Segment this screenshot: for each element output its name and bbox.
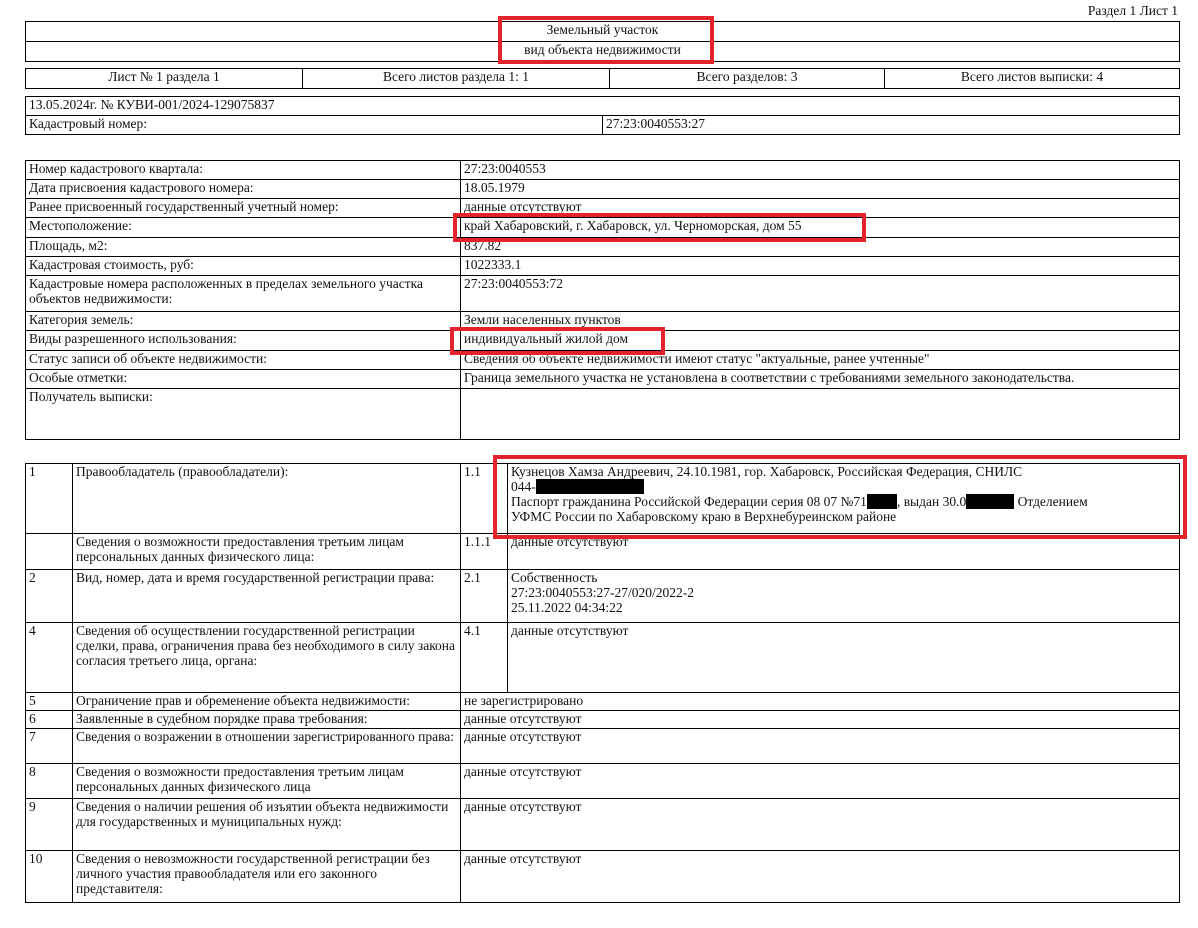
- row-label: Сведения о возможности предоставления третьим лицам персональных данных физического лица:: [73, 534, 461, 570]
- redaction-block: [867, 494, 897, 509]
- row-label: Сведения о возражении в отношении зарегистрированного права:: [73, 729, 461, 764]
- section-sheet-label: Раздел 1 Лист 1: [1087, 3, 1178, 18]
- row-subnumber: 4.1: [461, 623, 508, 693]
- sections-total: Всего разделов: 3: [610, 69, 885, 89]
- row-value: данные отсутствуют: [461, 851, 1180, 903]
- issuer-line: УФМС России по Хабаровскому краю в Верхнебуреинском районе: [511, 509, 897, 524]
- row-label: Сведения о наличии решения об изъятии объекта недвижимости для государственных и муниципальных нужд:: [73, 799, 461, 851]
- row-value: данные отсутствуют: [461, 764, 1180, 799]
- rights-table: [25, 463, 1180, 903]
- row-label: Сведения об осуществлении государственной регистрации сделки, права, ограничения права без необходимого в силу закона согласия третьего лица, органа:: [73, 623, 461, 693]
- info-value: Земли населенных пунктов: [461, 312, 1180, 331]
- info-label: Статус записи об объекте недвижимости:: [26, 351, 461, 370]
- row-number: 4: [26, 623, 73, 693]
- row-number: 8: [26, 764, 73, 799]
- info-value: [461, 389, 1180, 440]
- doc-id-table: [25, 96, 1180, 135]
- row-label: Заявленные в судебном порядке права требования:: [73, 711, 461, 729]
- info-label: Номер кадастрового квартала:: [26, 161, 461, 180]
- row-label: Вид, номер, дата и время государственной регистрации права:: [73, 570, 461, 623]
- info-label: Местоположение:: [26, 218, 461, 238]
- registration-number: 27:23:0040553:27-27/020/2022-2: [511, 585, 694, 600]
- cad-number-label: Кадастровый номер:: [26, 116, 603, 135]
- row-number: 2: [26, 570, 73, 623]
- info-value: Сведения об объекте недвижимости имеют статус "актуальные, ранее учтенные": [461, 351, 1180, 370]
- right-type: Собственность: [511, 570, 598, 585]
- cad-number-value: 27:23:0040553:27: [603, 116, 1180, 135]
- info-label: Ранее присвоенный государственный учетный номер:: [26, 199, 461, 218]
- info-label: Кадастровые номера расположенных в пределах земельного участка объектов недвижимости:: [26, 276, 461, 312]
- row-value: данные отсутствуют: [508, 623, 1180, 693]
- row-number: [26, 534, 73, 570]
- object-kind: вид объекта недвижимости: [26, 42, 1180, 62]
- row-label: Сведения о невозможности государственной регистрации без личного участия правообладателя или его законного представителя:: [73, 851, 461, 903]
- registration-datetime: 25.11.2022 04:34:22: [511, 600, 623, 615]
- object-header-table: [25, 21, 1180, 62]
- summary-table: [25, 68, 1180, 89]
- row-value: данные отсутствуют: [461, 729, 1180, 764]
- row-number: 7: [26, 729, 73, 764]
- passport-line: Паспорт гражданина Российской Федерации серия 08 07 №71 , выдан 30.0 Отделением: [511, 494, 1088, 509]
- row-value: данные отсутствуют: [461, 711, 1180, 729]
- info-value: данные отсутствуют: [461, 199, 1180, 218]
- row-label: Правообладатель (правообладатели):: [73, 464, 461, 534]
- row-number: 1: [26, 464, 73, 534]
- row-value: не зарегистрировано: [461, 693, 1180, 711]
- sheet-number: Лист № 1 раздела 1: [26, 69, 303, 89]
- section-sheets-total: Всего листов раздела 1: 1: [303, 69, 610, 89]
- object-info-table: [25, 160, 1180, 440]
- info-value: 1022333.1: [461, 257, 1180, 276]
- doc-date-number: 13.05.2024г. № КУВИ-001/2024-129075837: [26, 97, 1180, 116]
- row-label: Сведения о возможности предоставления третьим лицам персональных данных физического лица: [73, 764, 461, 799]
- info-label: Виды разрешенного использования:: [26, 331, 461, 351]
- info-label: Категория земель:: [26, 312, 461, 331]
- info-label: Площадь, м2:: [26, 238, 461, 257]
- info-value: Граница земельного участка не установлена в соответствии с требованиями земельного законодательства.: [461, 370, 1180, 389]
- extract-sheets-total: Всего листов выписки: 4: [885, 69, 1180, 89]
- location-value: край Хабаровский, г. Хабаровск, ул. Черноморская, дом 55: [461, 218, 1180, 238]
- row-number: 10: [26, 851, 73, 903]
- row-value: данные отсутствуют: [461, 799, 1180, 851]
- info-value: 27:23:0040553:72: [461, 276, 1180, 312]
- snils-line: 044-: [511, 479, 1176, 494]
- permitted-use-value: индивидуальный жилой дом: [461, 331, 1180, 351]
- row-label: Ограничение прав и обременение объекта недвижимости:: [73, 693, 461, 711]
- row-subnumber: 1.1.1: [461, 534, 508, 570]
- info-value: 18.05.1979: [461, 180, 1180, 199]
- row-value: данные отсутствуют: [508, 534, 1180, 570]
- rightholder-name: Кузнецов Хамза Андреевич, 24.10.1981, гор. Хабаровск, Российская Федерация, СНИЛС: [511, 464, 1023, 479]
- object-name: Земельный участок: [26, 22, 1180, 42]
- info-label: Особые отметки:: [26, 370, 461, 389]
- redaction-block: [966, 494, 1014, 509]
- info-value: 27:23:0040553: [461, 161, 1180, 180]
- row-subnumber: 2.1: [461, 570, 508, 623]
- row-subnumber: 1.1: [461, 464, 508, 534]
- registration-value: [508, 570, 1180, 623]
- info-label: Дата присвоения кадастрового номера:: [26, 180, 461, 199]
- row-number: 9: [26, 799, 73, 851]
- row-number: 6: [26, 711, 73, 729]
- info-label: Получатель выписки:: [26, 389, 461, 440]
- rightholder-value: [508, 464, 1180, 534]
- info-label: Кадастровая стоимость, руб:: [26, 257, 461, 276]
- redaction-block: [536, 479, 644, 494]
- info-value: 837.82: [461, 238, 1180, 257]
- row-number: 5: [26, 693, 73, 711]
